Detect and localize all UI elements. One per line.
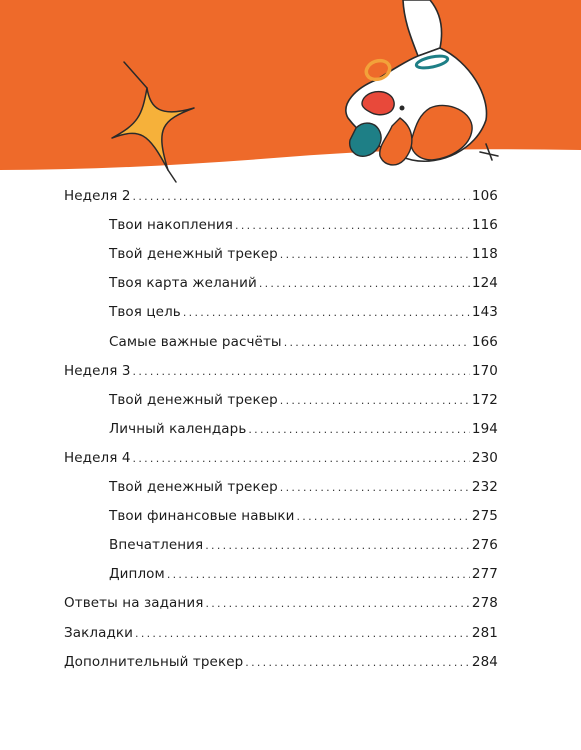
toc-dot-leader <box>280 391 470 411</box>
toc-dot-leader <box>248 420 470 440</box>
toc-dot-leader <box>297 507 470 527</box>
toc-dot-leader <box>235 216 470 236</box>
toc-entry[interactable] <box>64 593 498 613</box>
toc-entry[interactable] <box>109 506 498 526</box>
toc-entry[interactable] <box>109 273 498 293</box>
toc-dot-leader <box>245 653 470 673</box>
toc-entry[interactable] <box>64 652 498 672</box>
toc-entry[interactable] <box>64 623 498 643</box>
toc-entry-title: Твой денежный трекер <box>109 391 278 408</box>
toc-entry-page-number: 124 <box>471 275 498 292</box>
toc-entry[interactable] <box>109 302 498 322</box>
toc-entry-page-number: 284 <box>471 653 498 670</box>
toc-entry-title: Впечатления <box>109 537 204 554</box>
toc-entry-page-number: 230 <box>471 449 498 466</box>
toc-entry-title: Дополнительный трекер <box>64 653 244 670</box>
toc-entry[interactable] <box>109 477 498 497</box>
toc-dot-leader <box>280 478 470 498</box>
toc-entry-page-number: 276 <box>471 537 498 554</box>
toc-entry-title: Твой денежный трекер <box>109 246 278 263</box>
toc-dot-leader <box>280 245 470 265</box>
toc-entry-page-number: 166 <box>471 333 498 350</box>
toc-dot-leader <box>133 362 470 382</box>
toc-entry-title: Неделя 2 <box>64 188 131 204</box>
toc-entry-page-number: 118 <box>471 246 498 263</box>
toc-dot-leader <box>205 594 469 614</box>
toc-entry[interactable] <box>109 564 498 584</box>
toc-entry-title: Самые важные расчёты <box>109 333 282 350</box>
toc-entry-page-number: 232 <box>471 479 498 495</box>
toc-entry-page-number: 194 <box>471 420 498 437</box>
toc-dot-leader <box>135 624 470 644</box>
toc-entry-page-number: 277 <box>471 566 498 583</box>
toc-entry[interactable] <box>109 535 498 555</box>
toc-dot-leader <box>205 536 470 556</box>
toc-entry-title: Неделя 3 <box>64 362 131 379</box>
toc-entry[interactable] <box>109 419 498 439</box>
toc-entry[interactable] <box>109 390 498 410</box>
toc-dot-leader <box>284 333 470 353</box>
toc-entry-title: Твоя карта желаний <box>109 275 257 292</box>
toc-entry-page-number: 106 <box>471 188 498 204</box>
toc-entry-page-number: 116 <box>471 217 498 234</box>
toc-entry[interactable] <box>64 361 498 381</box>
toc-dot-leader <box>133 449 470 469</box>
toc-entry[interactable] <box>64 186 498 206</box>
toc-entry-title: Диплом <box>109 566 165 583</box>
toc-entry-page-number: 281 <box>471 624 498 641</box>
toc-entry-title: Твой денежный трекер <box>109 479 278 495</box>
toc-entry[interactable] <box>109 215 498 235</box>
toc-entry[interactable] <box>109 332 498 352</box>
toc-dot-leader <box>259 274 470 294</box>
toc-entry[interactable] <box>64 448 498 468</box>
toc-entry-title: Ответы на задания <box>64 595 204 612</box>
toc-entry-title: Закладки <box>64 624 134 641</box>
toc-entry-title: Неделя 4 <box>64 449 131 466</box>
toc-entry-page-number: 143 <box>471 304 498 321</box>
toc-entry-title: Твоя цель <box>109 304 181 321</box>
toc-entry-page-number: 278 <box>471 595 498 612</box>
toc-dot-leader <box>133 187 470 207</box>
toc-entry-title: Твои финансовые навыки <box>109 508 295 525</box>
toc-entry-page-number: 275 <box>471 508 498 525</box>
toc-entry-page-number: 172 <box>471 391 498 408</box>
toc-entry-title: Личный календарь <box>109 420 247 437</box>
toc-entry-page-number: 170 <box>471 362 498 379</box>
toc-entry-title: Твои накопления <box>109 217 234 234</box>
toc-dot-leader <box>167 565 470 585</box>
toc-entry[interactable] <box>109 244 498 264</box>
toc-dot-leader <box>183 303 470 323</box>
